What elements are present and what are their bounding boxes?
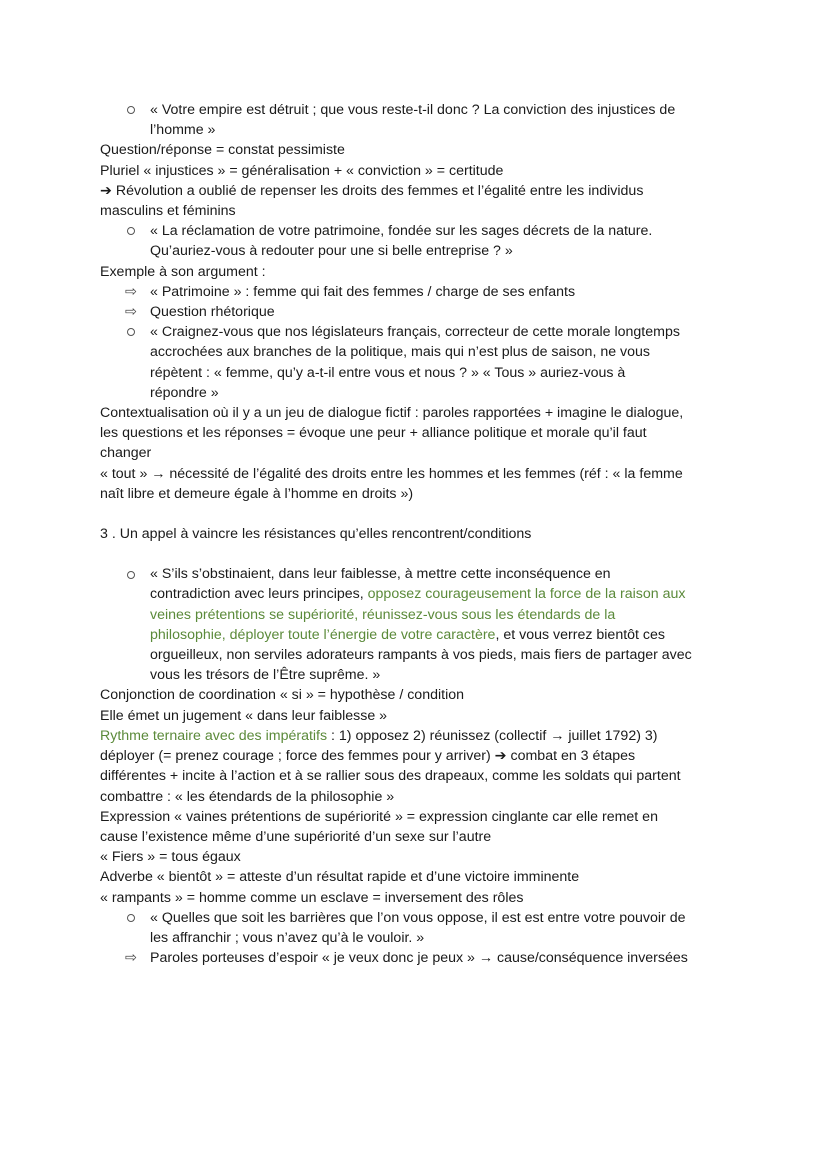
text-line: [100, 766, 740, 786]
line-text: [100, 486, 413, 502]
line-text: [150, 363, 740, 383]
text-line: [100, 706, 740, 726]
text-line: [100, 423, 740, 443]
line-text: [100, 809, 658, 825]
text-line: [100, 888, 740, 908]
text-line: [100, 726, 740, 746]
blank-line: [100, 504, 740, 524]
text-line: [100, 807, 740, 827]
text-run: orgueilleux, non serviles adorateurs rampants à vos pieds, mais fiers de partager avec: [150, 647, 692, 664]
blank-line: [100, 544, 740, 564]
text-line: [100, 403, 740, 423]
text-line: [100, 847, 740, 867]
circle-bullet-icon: [124, 908, 138, 928]
line-text: [150, 282, 740, 302]
bullet-continuation: [100, 665, 740, 685]
bullet-continuation: [100, 120, 740, 140]
line-text: [100, 203, 236, 219]
text-line: [100, 443, 740, 463]
line-text: [100, 829, 491, 845]
text-run: changer: [100, 445, 152, 462]
arrow-bullet-item: [100, 948, 740, 968]
text-run: « Fiers » = tous égaux: [100, 849, 241, 866]
text-run: répondre »: [150, 384, 219, 401]
bullet-continuation: [100, 383, 740, 403]
arrow-bullet-icon: ⇨: [125, 304, 137, 321]
text-run: Expression « vaines prétentions de supériorité » = expression cinglante car elle remet en: [100, 808, 658, 825]
text-run: Conjonction de coordination « si » = hypothèse / condition: [100, 687, 464, 704]
line-text: [100, 869, 579, 885]
text-run: les affranchir ; vous n’avez qu’à le vouloir. »: [150, 929, 425, 946]
text-run: cause l’existence même d’une supériorité d’un sexe sur l’autre: [100, 828, 492, 845]
line-text: [150, 241, 740, 261]
bullet-continuation: [100, 625, 740, 645]
text-run: « S’ils s’obstinaient, dans leur faiblesse, à mettre cette inconséquence en: [150, 566, 611, 583]
bullet-item: [100, 322, 740, 342]
text-run: Qu’auriez-vous à redouter pour une si belle entreprise ? »: [150, 243, 513, 260]
text-line: [100, 181, 740, 201]
text-line: [100, 161, 740, 181]
bullet-continuation: [100, 928, 740, 948]
bullet-item: [100, 908, 740, 928]
text-run: : 1) opposez 2) réunissez (collectif → juillet 1792) 3): [327, 727, 658, 744]
line-text: [150, 948, 740, 968]
line-text: [150, 605, 740, 625]
text-run: Contextualisation où il y a un jeu de dialogue fictif : paroles rapportées + imagine le dialogue,: [100, 405, 684, 422]
text-run: répètent : « femme, qu’y a-t-il entre vous et nous ? » « Tous » auriez-vous à: [150, 364, 626, 381]
text-run: Elle émet un jugement « dans leur faiblesse »: [100, 707, 388, 724]
bullet-continuation: [100, 241, 740, 261]
line-text: [150, 100, 740, 120]
line-text: [100, 728, 658, 744]
text-line: [100, 464, 740, 484]
text-run: « Craignez-vous que nos législateurs français, correcteur de cette morale longtemps: [150, 324, 680, 341]
line-text: [100, 708, 387, 724]
text-line: [100, 685, 740, 705]
bullet-item: [100, 100, 740, 120]
highlighted-text: opposez courageusement la force de la raison aux: [367, 586, 686, 603]
circle-bullet-icon: [124, 100, 138, 120]
text-run: 3 . Un appel à vaincre les résistances qu’elles rencontrent/conditions: [100, 526, 532, 543]
line-text: [100, 405, 683, 421]
text-line: [100, 827, 740, 847]
line-text: [100, 163, 503, 179]
text-run: masculins et féminins: [100, 203, 236, 220]
text-run: Question/réponse = constat pessimiste: [100, 142, 345, 159]
circle-bullet-icon: [124, 221, 138, 241]
text-line: [100, 484, 740, 504]
text-line: [100, 262, 740, 282]
bullet-continuation: [100, 605, 740, 625]
text-run: ➔ Révolution a oublié de repenser les droits des femmes et l’égalité entre les individus: [100, 182, 644, 199]
line-text: [100, 789, 394, 805]
text-line: [100, 867, 740, 887]
text-run: « Patrimoine » : femme qui fait des femmes / charge de ses enfants: [150, 283, 576, 300]
circle-bullet-icon: [124, 322, 138, 342]
line-text: [150, 383, 740, 403]
bullet-item: [100, 221, 740, 241]
line-text: [150, 322, 740, 342]
text-run: Adverbe « bientôt » = atteste d’un résultat rapide et d’une victoire imminente: [100, 869, 580, 886]
arrow-bullet-item: [100, 282, 740, 302]
line-text: [100, 466, 683, 482]
text-run: « rampants » = homme comme un esclave = inversement des rôles: [100, 889, 524, 906]
highlighted-text: Rythme ternaire avec des impératifs: [100, 727, 328, 744]
text-run: combattre : « les étendards de la philosophie »: [100, 788, 395, 805]
line-text: [100, 849, 241, 865]
circle-bullet-icon: [124, 564, 138, 584]
text-run: « Votre empire est détruit ; que vous reste-t-il donc ? La conviction des injustices de: [150, 102, 676, 118]
bullet-item: [100, 564, 740, 584]
line-text: [100, 890, 523, 906]
text-run: l’homme »: [150, 122, 216, 139]
highlighted-text: philosophie, déployer toute l’énergie de votre caractère: [150, 626, 496, 643]
line-text: [100, 142, 345, 158]
text-line: [100, 746, 740, 766]
bullet-continuation: [100, 645, 740, 665]
line-text: [150, 584, 740, 604]
text-line: [100, 140, 740, 160]
line-text: [100, 768, 681, 784]
line-text: [100, 748, 635, 764]
text-run: les questions et les réponses = évoque une peur + alliance politique et morale qu’il faut: [100, 425, 647, 442]
text-run: déployer (= prenez courage ; force des femmes pour y arriver) ➔ combat en 3 étapes: [100, 748, 636, 765]
text-run: , et vous verrez bientôt ces: [495, 626, 665, 643]
line-text: [150, 302, 740, 322]
text-run: « tout » → nécessité de l’égalité des droits entre les hommes et les femmes (réf : « la femme: [100, 465, 683, 482]
line-text: [150, 665, 740, 685]
text-run: accrochées aux branches de la politique, mais qui n’est plus de saison, ne vous: [150, 344, 651, 361]
line-text: [150, 564, 740, 584]
text-run: « Quelles que soit les barrières que l’on vous oppose, il est est entre votre pouvoir de: [150, 909, 686, 926]
text-run: Exemple à son argument :: [100, 263, 266, 280]
line-text: [100, 425, 647, 441]
text-run: vous les trésors de l’Être suprême. »: [150, 667, 381, 684]
line-text: [150, 221, 740, 241]
text-run: naît libre et demeure égale à l’homme en droits »): [100, 485, 414, 502]
text-run: différentes + incite à l’action et à se rallier sous des drapeaux, comme les soldats qui partent: [100, 768, 681, 785]
document-body: [100, 100, 740, 968]
line-text: [150, 928, 740, 948]
text-run: « La réclamation de votre patrimoine, fondée sur les sages décrets de la nature.: [150, 223, 653, 240]
line-text: [150, 908, 740, 928]
highlighted-text: veines prétentions se supériorité, réunissez-vous sous les étendards de la: [150, 606, 616, 623]
text-run: contradiction avec leurs principes,: [150, 586, 368, 603]
arrow-bullet-icon: ⇨: [125, 950, 137, 967]
text-run: Question rhétorique: [150, 304, 275, 321]
line-text: [100, 264, 266, 280]
arrow-bullet-item: [100, 302, 740, 322]
arrow-bullet-icon: ⇨: [125, 283, 137, 300]
line-text: [100, 445, 151, 461]
line-text: [100, 687, 464, 703]
line-text: [100, 526, 531, 542]
text-line: [100, 524, 740, 544]
line-text: [100, 183, 643, 199]
bullet-continuation: [100, 584, 740, 604]
text-line: [100, 201, 740, 221]
line-text: [150, 342, 740, 362]
bullet-continuation: [100, 363, 740, 383]
line-text: [150, 645, 740, 665]
line-text: [150, 120, 740, 140]
text-line: [100, 787, 740, 807]
line-text: [150, 625, 740, 645]
text-run: Pluriel « injustices » = généralisation + « conviction » = certitude: [100, 162, 504, 179]
bullet-continuation: [100, 342, 740, 362]
text-run: Paroles porteuses d’espoir « je veux donc je peux » → cause/conséquence inversées: [150, 950, 688, 967]
